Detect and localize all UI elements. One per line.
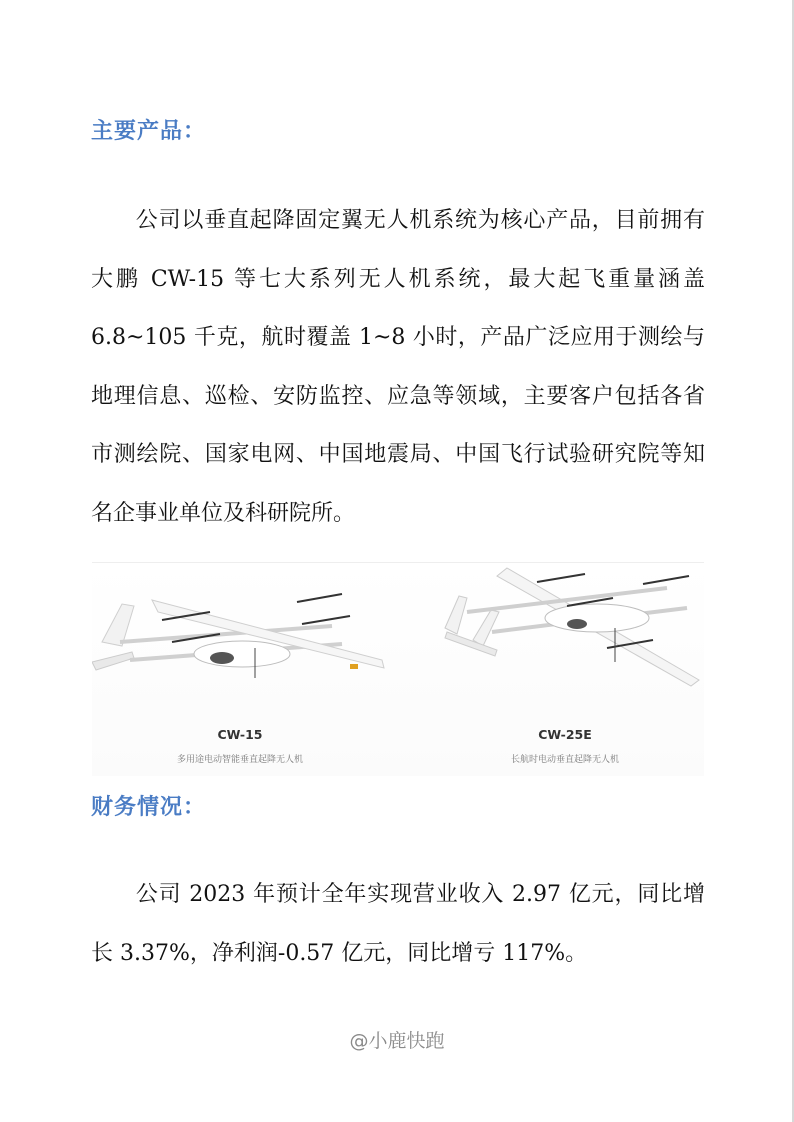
main-products-paragraph (91, 192, 705, 543)
cw15-drone-image (92, 582, 392, 692)
main-products-text: 公司以垂直起降固定翼无人机系统为核心产品，目前拥有大鹏 CW-15 等七大系列无人机系统，最大起飞重量涵盖 6.8~105 千克，航时覆盖 1~8 小时，产品广泛应用于测绘与地理信息、巡检、安防监控、应急等领域，主要客户包括各省市测绘院、国家电网、中国地震局、中国飞行试验研究院等知名企事业单位及科研院所。 (91, 208, 705, 526)
main-products-heading: 主要产品： (91, 119, 207, 144)
product-desc-cw15: 多用途电动智能垂直起降无人机 (176, 755, 303, 765)
cw25e-drone-image (437, 562, 704, 692)
finance-heading: 财务情况： (91, 795, 207, 820)
finance-paragraph (91, 866, 705, 983)
watermark: @小鹿快跑 (349, 1030, 445, 1052)
product-desc-cw25e: 长航时电动垂直起降无人机 (510, 755, 619, 765)
product-model-cw25e: CW-25E (538, 727, 592, 742)
product-showcase (92, 562, 704, 776)
finance-text: 公司 2023 年预计全年实现营业收入 2.97 亿元，同比增长 3.37%，净利润-0.57 亿元，同比增亏 117%。 (91, 882, 705, 966)
product-model-cw15: CW-15 (217, 727, 263, 742)
